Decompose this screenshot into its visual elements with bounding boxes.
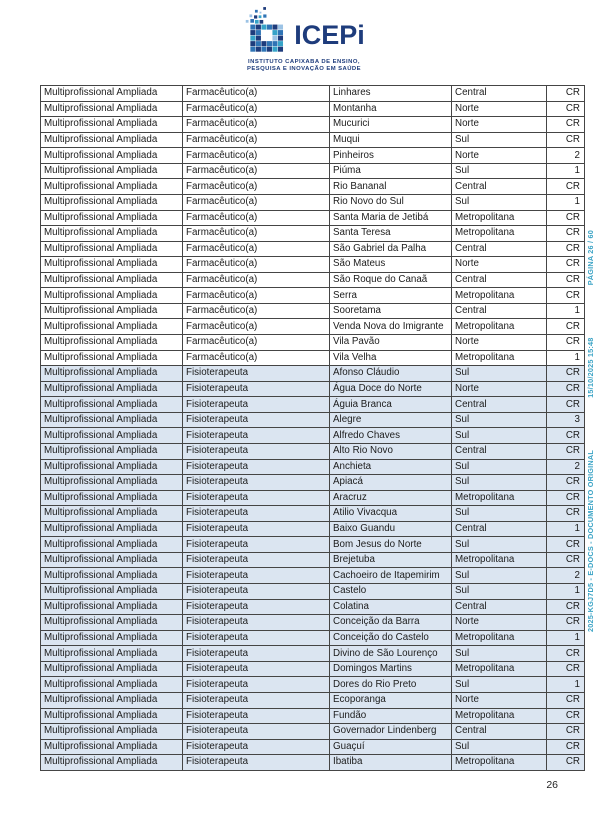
- cell-program: Multiprofissional Ampliada: [41, 568, 183, 584]
- table-row: [41, 677, 585, 693]
- table-row: [41, 661, 585, 677]
- cell-vacancies: CR: [547, 101, 585, 117]
- table-row: [41, 335, 585, 351]
- cell-program: Multiprofissional Ampliada: [41, 428, 183, 444]
- cell-profession: Fisioterapeuta: [183, 443, 330, 459]
- cell-region: Norte: [452, 117, 547, 133]
- cell-region: Norte: [452, 381, 547, 397]
- cell-municipality: Pinheiros: [330, 148, 452, 164]
- table-row: [41, 615, 585, 631]
- table-row: [41, 692, 585, 708]
- cell-region: Norte: [452, 335, 547, 351]
- cell-profession: Fisioterapeuta: [183, 661, 330, 677]
- table-row: [41, 132, 585, 148]
- cell-program: Multiprofissional Ampliada: [41, 381, 183, 397]
- cell-program: Multiprofissional Ampliada: [41, 241, 183, 257]
- cell-municipality: Rio Novo do Sul: [330, 194, 452, 210]
- cell-municipality: Santa Teresa: [330, 226, 452, 242]
- cell-municipality: Brejetuba: [330, 552, 452, 568]
- cell-profession: Farmacêutico(a): [183, 257, 330, 273]
- cell-vacancies: 1: [547, 630, 585, 646]
- table-row: [41, 272, 585, 288]
- icepi-pixel-logo-icon: [243, 6, 289, 56]
- cell-region: Norte: [452, 148, 547, 164]
- cell-profession: Fisioterapeuta: [183, 708, 330, 724]
- cell-region: Metropolitana: [452, 319, 547, 335]
- table-row: [41, 350, 585, 366]
- cell-program: Multiprofissional Ampliada: [41, 319, 183, 335]
- table-row: [41, 366, 585, 382]
- cell-region: Metropolitana: [452, 708, 547, 724]
- cell-vacancies: CR: [547, 552, 585, 568]
- logo-wordmark: ICEPi: [294, 19, 365, 50]
- table-row: [41, 475, 585, 491]
- cell-region: Central: [452, 86, 547, 102]
- cell-municipality: Ibatiba: [330, 755, 452, 771]
- table-row: [41, 194, 585, 210]
- cell-region: Sul: [452, 475, 547, 491]
- cell-program: Multiprofissional Ampliada: [41, 475, 183, 491]
- cell-profession: Farmacêutico(a): [183, 241, 330, 257]
- cell-program: Multiprofissional Ampliada: [41, 739, 183, 755]
- cell-region: Norte: [452, 101, 547, 117]
- cell-region: Metropolitana: [452, 210, 547, 226]
- cell-region: Central: [452, 521, 547, 537]
- table-row: [41, 86, 585, 102]
- cell-vacancies: 1: [547, 194, 585, 210]
- table-row: [41, 568, 585, 584]
- cell-municipality: Sooretama: [330, 303, 452, 319]
- cell-municipality: Divino de São Lourenço: [330, 646, 452, 662]
- cell-profession: Fisioterapeuta: [183, 692, 330, 708]
- cell-municipality: Vila Velha: [330, 350, 452, 366]
- table-row: [41, 599, 585, 615]
- cell-profession: Fisioterapeuta: [183, 412, 330, 428]
- cell-vacancies: CR: [547, 288, 585, 304]
- cell-profession: Farmacêutico(a): [183, 163, 330, 179]
- cell-profession: Farmacêutico(a): [183, 148, 330, 164]
- table-row: [41, 148, 585, 164]
- cell-program: Multiprofissional Ampliada: [41, 272, 183, 288]
- table-row: [41, 303, 585, 319]
- cell-municipality: Cachoeiro de Itapemirim: [330, 568, 452, 584]
- cell-municipality: Água Doce do Norte: [330, 381, 452, 397]
- cell-vacancies: CR: [547, 86, 585, 102]
- cell-municipality: Bom Jesus do Norte: [330, 537, 452, 553]
- cell-municipality: Aracruz: [330, 490, 452, 506]
- cell-municipality: Venda Nova do Imigrante: [330, 319, 452, 335]
- cell-region: Central: [452, 179, 547, 195]
- cell-vacancies: CR: [547, 615, 585, 631]
- cell-municipality: Dores do Rio Preto: [330, 677, 452, 693]
- cell-program: Multiprofissional Ampliada: [41, 163, 183, 179]
- cell-municipality: Ecoporanga: [330, 692, 452, 708]
- cell-program: Multiprofissional Ampliada: [41, 288, 183, 304]
- cell-region: Metropolitana: [452, 552, 547, 568]
- cell-municipality: Baixo Guandu: [330, 521, 452, 537]
- cell-program: Multiprofissional Ampliada: [41, 86, 183, 102]
- cell-municipality: Mucurici: [330, 117, 452, 133]
- cell-program: Multiprofissional Ampliada: [41, 692, 183, 708]
- table-row: [41, 443, 585, 459]
- cell-vacancies: CR: [547, 381, 585, 397]
- cell-region: Central: [452, 397, 547, 413]
- cell-program: Multiprofissional Ampliada: [41, 226, 183, 242]
- cell-vacancies: CR: [547, 755, 585, 771]
- cell-vacancies: CR: [547, 443, 585, 459]
- table-row: [41, 630, 585, 646]
- cell-profession: Fisioterapeuta: [183, 521, 330, 537]
- table-row: [41, 755, 585, 771]
- cell-region: Metropolitana: [452, 350, 547, 366]
- table-row: [41, 226, 585, 242]
- cell-region: Sul: [452, 739, 547, 755]
- table-row: [41, 117, 585, 133]
- table-row: [41, 646, 585, 662]
- logo-tagline-line1: INSTITUTO CAPIXABA DE ENSINO,: [248, 59, 360, 65]
- cell-program: Multiprofissional Ampliada: [41, 101, 183, 117]
- icepi-logo: [236, 6, 372, 73]
- cell-region: Sul: [452, 194, 547, 210]
- cell-program: Multiprofissional Ampliada: [41, 724, 183, 740]
- cell-region: Central: [452, 272, 547, 288]
- table-body: [41, 86, 585, 771]
- cell-vacancies: CR: [547, 537, 585, 553]
- cell-profession: Fisioterapeuta: [183, 459, 330, 475]
- table-row: [41, 397, 585, 413]
- cell-vacancies: CR: [547, 599, 585, 615]
- cell-profession: Fisioterapeuta: [183, 646, 330, 662]
- cell-profession: Fisioterapeuta: [183, 568, 330, 584]
- cell-municipality: Conceição do Castelo: [330, 630, 452, 646]
- cell-profession: Farmacêutico(a): [183, 179, 330, 195]
- cell-municipality: São Roque do Canaã: [330, 272, 452, 288]
- cell-vacancies: CR: [547, 397, 585, 413]
- cell-profession: Farmacêutico(a): [183, 86, 330, 102]
- cell-program: Multiprofissional Ampliada: [41, 412, 183, 428]
- cell-vacancies: 1: [547, 584, 585, 600]
- cell-profession: Fisioterapeuta: [183, 755, 330, 771]
- cell-program: Multiprofissional Ampliada: [41, 646, 183, 662]
- cell-program: Multiprofissional Ampliada: [41, 677, 183, 693]
- cell-program: Multiprofissional Ampliada: [41, 257, 183, 273]
- cell-municipality: Alegre: [330, 412, 452, 428]
- cell-profession: Fisioterapeuta: [183, 552, 330, 568]
- table-row: [41, 381, 585, 397]
- cell-municipality: Alfredo Chaves: [330, 428, 452, 444]
- cell-vacancies: 1: [547, 521, 585, 537]
- cell-program: Multiprofissional Ampliada: [41, 194, 183, 210]
- table-row: [41, 584, 585, 600]
- cell-vacancies: CR: [547, 739, 585, 755]
- cell-region: Sul: [452, 646, 547, 662]
- cell-region: Sul: [452, 428, 547, 444]
- cell-region: Central: [452, 724, 547, 740]
- cell-vacancies: CR: [547, 490, 585, 506]
- cell-profession: Fisioterapeuta: [183, 584, 330, 600]
- cell-region: Norte: [452, 257, 547, 273]
- cell-program: Multiprofissional Ampliada: [41, 335, 183, 351]
- cell-program: Multiprofissional Ampliada: [41, 366, 183, 382]
- cell-profession: Farmacêutico(a): [183, 335, 330, 351]
- cell-profession: Farmacêutico(a): [183, 210, 330, 226]
- cell-vacancies: CR: [547, 272, 585, 288]
- cell-profession: Fisioterapeuta: [183, 428, 330, 444]
- cell-municipality: São Gabriel da Palha: [330, 241, 452, 257]
- table-row: [41, 163, 585, 179]
- cell-profession: Fisioterapeuta: [183, 381, 330, 397]
- cell-region: Metropolitana: [452, 755, 547, 771]
- cell-municipality: Guaçuí: [330, 739, 452, 755]
- cell-region: Metropolitana: [452, 630, 547, 646]
- cell-vacancies: CR: [547, 257, 585, 273]
- cell-program: Multiprofissional Ampliada: [41, 303, 183, 319]
- cell-region: Central: [452, 599, 547, 615]
- cell-program: Multiprofissional Ampliada: [41, 350, 183, 366]
- cell-program: Multiprofissional Ampliada: [41, 443, 183, 459]
- cell-program: Multiprofissional Ampliada: [41, 490, 183, 506]
- cell-profession: Farmacêutico(a): [183, 272, 330, 288]
- table-row: [41, 459, 585, 475]
- logo-tagline: [236, 59, 372, 73]
- cell-vacancies: CR: [547, 475, 585, 491]
- cell-region: Central: [452, 303, 547, 319]
- cell-program: Multiprofissional Ampliada: [41, 210, 183, 226]
- logo-tagline-line2: PESQUISA E INOVAÇÃO EM SAÚDE: [246, 66, 362, 72]
- cell-vacancies: CR: [547, 132, 585, 148]
- table-row: [41, 537, 585, 553]
- table-row: [41, 257, 585, 273]
- cell-program: Multiprofissional Ampliada: [41, 148, 183, 164]
- cell-profession: Farmacêutico(a): [183, 319, 330, 335]
- cell-program: Multiprofissional Ampliada: [41, 552, 183, 568]
- cell-vacancies: CR: [547, 179, 585, 195]
- cell-vacancies: 2: [547, 568, 585, 584]
- cell-vacancies: CR: [547, 241, 585, 257]
- cell-municipality: Afonso Cláudio: [330, 366, 452, 382]
- cell-vacancies: CR: [547, 661, 585, 677]
- cell-profession: Fisioterapeuta: [183, 724, 330, 740]
- cell-profession: Farmacêutico(a): [183, 101, 330, 117]
- cell-vacancies: CR: [547, 646, 585, 662]
- cell-program: Multiprofissional Ampliada: [41, 537, 183, 553]
- cell-profession: Fisioterapeuta: [183, 630, 330, 646]
- cell-profession: Farmacêutico(a): [183, 117, 330, 133]
- cell-profession: Fisioterapeuta: [183, 475, 330, 491]
- cell-municipality: Castelo: [330, 584, 452, 600]
- cell-municipality: Vila Pavão: [330, 335, 452, 351]
- cell-profession: Fisioterapeuta: [183, 537, 330, 553]
- table-row: [41, 506, 585, 522]
- cell-municipality: Santa Maria de Jetibá: [330, 210, 452, 226]
- cell-region: Metropolitana: [452, 288, 547, 304]
- cell-profession: Farmacêutico(a): [183, 288, 330, 304]
- table-row: [41, 552, 585, 568]
- cell-vacancies: 1: [547, 350, 585, 366]
- cell-profession: Fisioterapeuta: [183, 615, 330, 631]
- cell-region: Central: [452, 241, 547, 257]
- cell-municipality: Águia Branca: [330, 397, 452, 413]
- cell-profession: Fisioterapeuta: [183, 677, 330, 693]
- stamp-page-info: PÁGINA 26 / 60: [586, 230, 595, 286]
- cell-vacancies: CR: [547, 366, 585, 382]
- cell-vacancies: 1: [547, 303, 585, 319]
- cell-vacancies: CR: [547, 692, 585, 708]
- table-row: [41, 708, 585, 724]
- cell-profession: Fisioterapeuta: [183, 506, 330, 522]
- cell-program: Multiprofissional Ampliada: [41, 630, 183, 646]
- cell-vacancies: CR: [547, 428, 585, 444]
- cell-profession: Farmacêutico(a): [183, 132, 330, 148]
- cell-municipality: São Mateus: [330, 257, 452, 273]
- table-row: [41, 179, 585, 195]
- cell-municipality: Colatina: [330, 599, 452, 615]
- cell-region: Norte: [452, 615, 547, 631]
- cell-municipality: Conceição da Barra: [330, 615, 452, 631]
- table-row: [41, 412, 585, 428]
- table-row: [41, 521, 585, 537]
- cell-vacancies: CR: [547, 708, 585, 724]
- cell-region: Sul: [452, 132, 547, 148]
- cell-municipality: Montanha: [330, 101, 452, 117]
- cell-vacancies: CR: [547, 226, 585, 242]
- stamp-datetime: 15/10/2025 15:48: [586, 337, 595, 398]
- cell-profession: Farmacêutico(a): [183, 226, 330, 242]
- cell-program: Multiprofissional Ampliada: [41, 708, 183, 724]
- cell-program: Multiprofissional Ampliada: [41, 506, 183, 522]
- cell-profession: Farmacêutico(a): [183, 303, 330, 319]
- cell-municipality: Muqui: [330, 132, 452, 148]
- cell-region: Sul: [452, 568, 547, 584]
- cell-municipality: Alto Rio Novo: [330, 443, 452, 459]
- table-row: [41, 739, 585, 755]
- cell-profession: Fisioterapeuta: [183, 397, 330, 413]
- cell-vacancies: CR: [547, 335, 585, 351]
- cell-municipality: Piúma: [330, 163, 452, 179]
- cell-vacancies: 1: [547, 163, 585, 179]
- cell-region: Sul: [452, 537, 547, 553]
- vacancies-table: [40, 85, 585, 771]
- cell-region: Sul: [452, 584, 547, 600]
- table-row: [41, 319, 585, 335]
- cell-vacancies: 1: [547, 677, 585, 693]
- cell-municipality: Anchieta: [330, 459, 452, 475]
- cell-vacancies: CR: [547, 506, 585, 522]
- cell-municipality: Apiacá: [330, 475, 452, 491]
- cell-region: Sul: [452, 366, 547, 382]
- cell-program: Multiprofissional Ampliada: [41, 615, 183, 631]
- cell-vacancies: 2: [547, 459, 585, 475]
- cell-municipality: Domingos Martins: [330, 661, 452, 677]
- cell-vacancies: CR: [547, 319, 585, 335]
- logo-lockup: [236, 6, 372, 56]
- cell-region: Metropolitana: [452, 661, 547, 677]
- cell-region: Sul: [452, 506, 547, 522]
- cell-region: Sul: [452, 163, 547, 179]
- cell-region: Central: [452, 443, 547, 459]
- cell-vacancies: CR: [547, 724, 585, 740]
- cell-program: Multiprofissional Ampliada: [41, 132, 183, 148]
- cell-region: Sul: [452, 412, 547, 428]
- cell-program: Multiprofissional Ampliada: [41, 521, 183, 537]
- table-row: [41, 490, 585, 506]
- cell-municipality: Fundão: [330, 708, 452, 724]
- cell-program: Multiprofissional Ampliada: [41, 599, 183, 615]
- table-row: [41, 724, 585, 740]
- table-row: [41, 101, 585, 117]
- cell-vacancies: 2: [547, 148, 585, 164]
- cell-profession: Farmacêutico(a): [183, 350, 330, 366]
- cell-program: Multiprofissional Ampliada: [41, 117, 183, 133]
- edocs-vertical-stamp: [584, 230, 597, 632]
- cell-municipality: Governador Lindenberg: [330, 724, 452, 740]
- cell-program: Multiprofissional Ampliada: [41, 459, 183, 475]
- cell-profession: Farmacêutico(a): [183, 194, 330, 210]
- cell-program: Multiprofissional Ampliada: [41, 584, 183, 600]
- cell-program: Multiprofissional Ampliada: [41, 755, 183, 771]
- table-row: [41, 288, 585, 304]
- cell-vacancies: CR: [547, 117, 585, 133]
- cell-program: Multiprofissional Ampliada: [41, 179, 183, 195]
- page-number: 26: [546, 779, 558, 791]
- cell-profession: Fisioterapeuta: [183, 599, 330, 615]
- cell-region: Norte: [452, 692, 547, 708]
- table-row: [41, 210, 585, 226]
- cell-profession: Fisioterapeuta: [183, 366, 330, 382]
- cell-municipality: Atilio Vivacqua: [330, 506, 452, 522]
- cell-municipality: Linhares: [330, 86, 452, 102]
- cell-region: Metropolitana: [452, 226, 547, 242]
- cell-profession: Fisioterapeuta: [183, 739, 330, 755]
- cell-region: Metropolitana: [452, 490, 547, 506]
- cell-region: Sul: [452, 459, 547, 475]
- table-row: [41, 241, 585, 257]
- cell-municipality: Serra: [330, 288, 452, 304]
- cell-profession: Fisioterapeuta: [183, 490, 330, 506]
- cell-municipality: Rio Bananal: [330, 179, 452, 195]
- stamp-document-id: 2025-KGJ7D5 - E-DOCS - DOCUMENTO ORIGINAL: [586, 450, 595, 632]
- cell-program: Multiprofissional Ampliada: [41, 661, 183, 677]
- table-row: [41, 428, 585, 444]
- cell-program: Multiprofissional Ampliada: [41, 397, 183, 413]
- cell-vacancies: 3: [547, 412, 585, 428]
- cell-region: Sul: [452, 677, 547, 693]
- cell-vacancies: CR: [547, 210, 585, 226]
